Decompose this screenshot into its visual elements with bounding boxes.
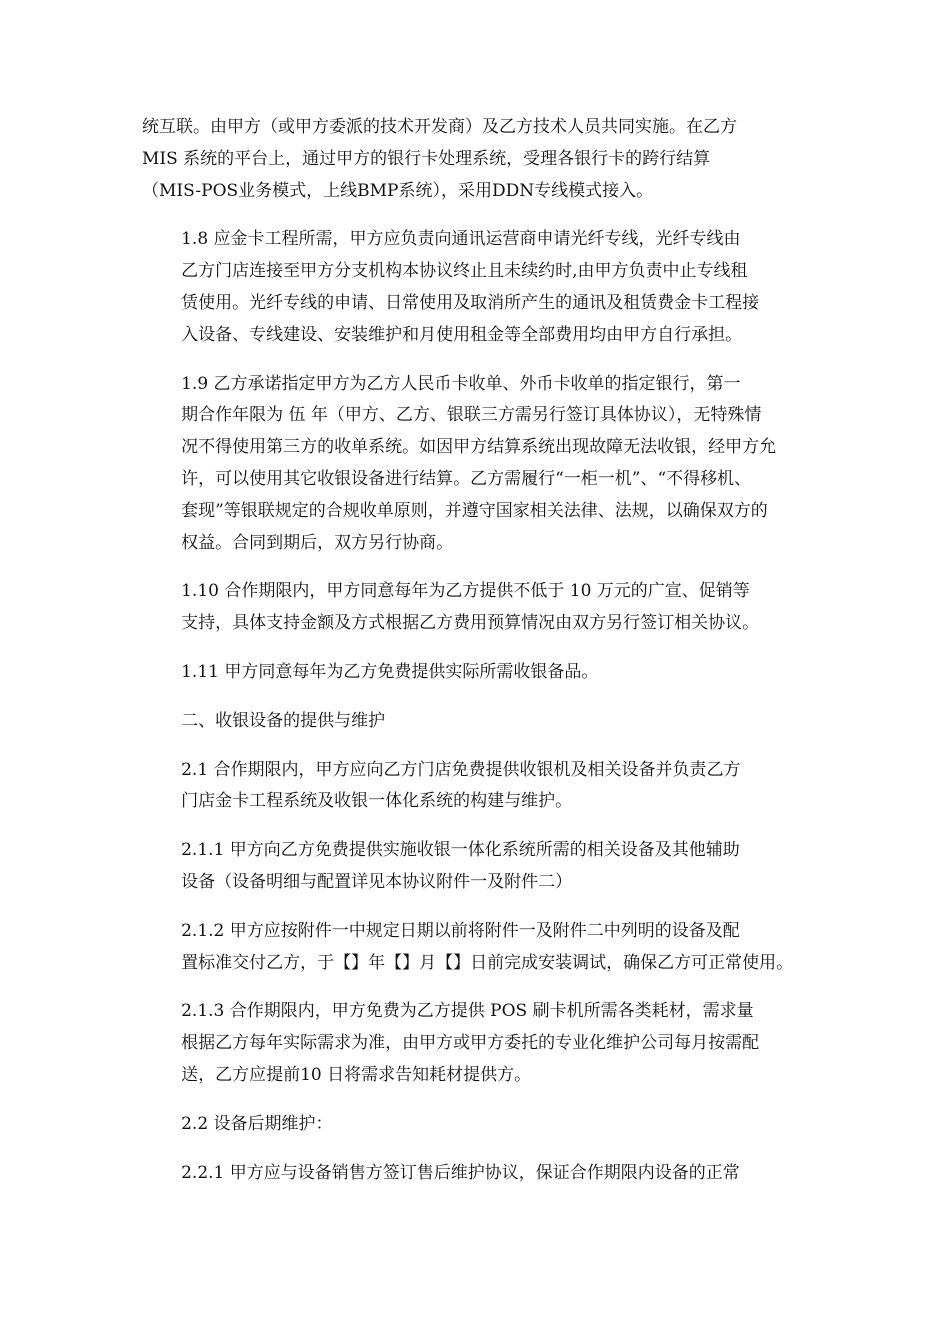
text-line: 许，可以使用其它收银设备进行结算。乙方需履行“一柜一机”、“不得移机、 [181, 468, 752, 489]
paragraph-1-8 [142, 224, 818, 351]
paragraph-1-10 [142, 576, 818, 640]
paragraph-2-2 [142, 1109, 818, 1141]
paragraph-2-1 [142, 755, 818, 819]
paragraph-1-9 [142, 369, 818, 560]
text-line: 2.2.1 甲方应与设备销售方签订售后维护协议，保证合作期限内设备的正常 [181, 1162, 740, 1183]
paragraph-2-1-2 [142, 916, 818, 980]
text-line: 二、收银设备的提供与维护 [181, 710, 386, 731]
text-line: 2.2 设备后期维护： [181, 1113, 333, 1134]
text-line: 支持，具体支持金额及方式根据乙方费用预算情况由双方另行签订相关协议。 [181, 613, 760, 634]
text-line: 门店金卡工程系统及收银一体化系统的构建与维护。 [181, 791, 573, 812]
text-line: 乙方门店连接至甲方分支机构本协议终止且未续约时,由甲方负责中止专线租 [181, 261, 748, 282]
text-line: 根据乙方每年实际需求为准，由甲方或甲方委托的专业化维护公司每月按需配 [181, 1033, 760, 1054]
text-line: 2.1.1 甲方向乙方免费提供实施收银一体化系统所需的相关设备及其他辅助 [181, 840, 740, 861]
text-line: 期合作年限为 伍 年（甲方、乙方、银联三方需另行签订具体协议），无特殊情 [181, 405, 762, 426]
paragraph-system-interconnect [142, 112, 818, 207]
paragraph-2-2-1 [142, 1158, 818, 1190]
text-line: （MIS-POS业务模式，上线BMP系统），采用DDN专线模式接入。 [142, 180, 654, 201]
text-line: 置标准交付乙方，于【】年【】月【】日前完成安装调试，确保乙方可正常使用。 [181, 952, 794, 973]
paragraph-1-11 [142, 657, 818, 689]
text-line: 1.9 乙方承诺指定甲方为乙方人民币卡收单、外币卡收单的指定银行，第一 [181, 373, 741, 394]
text-line: 1.8 应金卡工程所需，甲方应负责向通讯运营商申请光纤专线，光纤专线由 [181, 229, 741, 250]
section-heading-2 [142, 706, 818, 738]
document-page [142, 112, 818, 1344]
text-line: 入设备、专线建设、安装维护和月使用租金等全部费用均由甲方自行承担。 [181, 324, 743, 345]
text-line: 况不得使用第三方的收单系统。如因甲方结算系统出现故障无法收银，经甲方允 [181, 437, 777, 458]
text-line: 送，乙方应提前10 日将需求告知耗材提供方。 [181, 1064, 532, 1085]
text-line: 赁使用。光纤专线的申请、日常使用及取消所产生的通讯及租赁费金卡工程接 [181, 292, 760, 313]
text-line: 权益。合同到期后，双方另行协商。 [181, 532, 454, 553]
text-line: 套现”等银联规定的合规收单原则，并遵守国家相关法律、法规，以确保双方的 [181, 500, 768, 521]
text-line: MIS 系统的平台上，通过甲方的银行卡处理系统，受理各银行卡的跨行结算 [142, 148, 711, 169]
paragraph-2-1-1 [142, 835, 818, 899]
text-line: 2.1.3 合作期限内，甲方免费为乙方提供 POS 刷卡机所需各类耗材，需求量 [181, 1001, 754, 1022]
paragraph-2-1-3 [142, 996, 818, 1091]
text-line: 统互联。由甲方（或甲方委派的技术开发商）及乙方技术人员共同实施。在乙方 [142, 117, 737, 137]
text-line: 1.10 合作期限内，甲方同意每年为乙方提供不低于 10 万元的广宣、促销等 [181, 581, 750, 602]
text-line: 1.11 甲方同意每年为乙方免费提供实际所需收银备品。 [181, 661, 599, 682]
text-line: 2.1 合作期限内，甲方应向乙方门店免费提供收银机及相关设备并负责乙方 [181, 759, 741, 780]
text-line: 2.1.2 甲方应按附件一中规定日期以前将附件一及附件二中列明的设备及配 [181, 920, 740, 941]
text-line: 设备（设备明细与配置详见本协议附件一及附件二） [181, 871, 573, 892]
